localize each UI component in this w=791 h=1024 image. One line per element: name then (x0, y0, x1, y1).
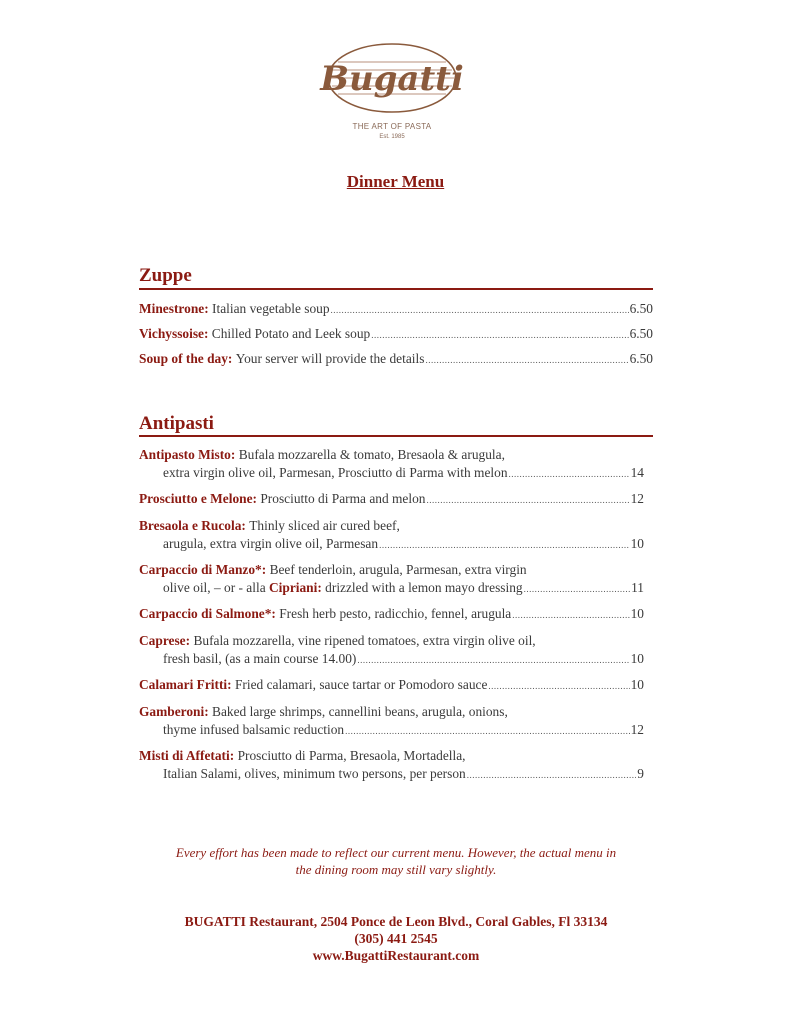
item-price: 10 (630, 650, 644, 666)
item-desc: Italian vegetable soup (212, 301, 330, 316)
disclaimer-line: Every effort has been made to reflect our current menu. However, the actual menu in (175, 845, 617, 860)
item-price: 11 (631, 579, 644, 595)
item-desc: Beef tenderloin, arugula, Parmesan, extra virgin (269, 562, 527, 577)
leader-dots (371, 327, 628, 345)
item-desc: Prosciutto di Parma, Bresaola, Mortadella, (237, 748, 466, 763)
menu-item-minestrone (139, 300, 653, 320)
item-price: 14 (630, 464, 644, 480)
restaurant-address: BUGATTI Restaurant, 2504 Ponce de Leon Blvd., Coral Gables, Fl 33134 (184, 914, 608, 929)
item-variant-name: Cipriani: (268, 579, 322, 595)
item-desc: Bufala mozzarella, vine ripened tomatoes, extra virgin olive oil, (193, 633, 536, 648)
item-name: Calamari Fritti: (139, 677, 232, 692)
restaurant-website-link[interactable]: www.BugattiRestaurant.com (312, 948, 480, 963)
item-desc: arugula, extra virgin olive oil, Parmesan (163, 535, 379, 551)
section-title-zuppe: Zuppe (139, 265, 192, 286)
menu-item-bresaola-e-rucola (139, 517, 644, 554)
leader-dots (512, 607, 629, 625)
menu-item-misti-di-affetati (139, 747, 644, 784)
section-title-antipasti: Antipasti (139, 413, 214, 434)
item-desc: Baked large shrimps, cannellini beans, arugula, onions, (212, 704, 508, 719)
item-price: 10 (630, 535, 644, 551)
section-divider (139, 435, 653, 437)
item-desc: Italian Salami, olives, minimum two persons, per person (163, 765, 466, 781)
item-price: 10 (630, 677, 644, 692)
menu-item-prosciutto-e-melone (139, 490, 644, 510)
leader-dots (427, 492, 630, 510)
item-name: Bresaola e Rucola: (139, 518, 246, 533)
item-price: 6.50 (629, 351, 653, 366)
menu-item-carpaccio-di-manzo (139, 561, 644, 598)
item-name: Vichyssoise: (139, 326, 209, 341)
leader-dots (331, 302, 629, 320)
item-desc: fresh basil, (as a main course 14.00) (163, 650, 357, 666)
logo-tagline: THE ART OF PASTA (352, 122, 432, 131)
item-desc: drizzled with a lemon mayo dressing (321, 579, 523, 595)
item-desc: extra virgin olive oil, Parmesan, Prosciutto di Parma with melon (163, 464, 508, 480)
item-name: Misti di Affetati: (139, 748, 235, 763)
menu-item-antipasto-misto (139, 446, 644, 483)
item-price: 12 (630, 491, 644, 506)
item-desc: Fried calamari, sauce tartar or Pomodoro sauce (234, 677, 488, 692)
logo-established: Est. 1985 (379, 134, 405, 140)
menu-item-calamari-fritti (139, 676, 644, 696)
item-name: Minestrone: (139, 301, 209, 316)
page-title: Dinner Menu (346, 172, 445, 191)
item-name: Gamberoni: (139, 704, 209, 719)
leader-dots (488, 678, 629, 696)
item-desc: thyme infused balsamic reduction (163, 721, 345, 737)
item-name: Carpaccio di Salmone*: (139, 606, 276, 621)
item-price: 6.50 (629, 326, 653, 341)
menu-item-vichyssoise (139, 325, 653, 345)
item-name: Caprese: (139, 633, 191, 648)
item-name: Carpaccio di Manzo*: (139, 562, 267, 577)
menu-item-soup-of-the-day (139, 350, 653, 370)
logo-wordmark: Bugatti (320, 59, 464, 99)
item-desc: Prosciutto di Parma and melon (260, 491, 426, 506)
leader-dots (425, 352, 628, 370)
menu-item-gamberoni (139, 703, 644, 740)
leader-dots (467, 767, 637, 785)
restaurant-contact (139, 913, 653, 964)
leader-dots (357, 652, 629, 670)
section-divider (139, 288, 653, 290)
leader-dots (379, 537, 630, 555)
item-desc: Chilled Potato and Leek soup (211, 326, 371, 341)
item-price: 10 (630, 606, 644, 621)
menu-disclaimer (139, 844, 653, 878)
disclaimer-line: the dining room may still vary slightly. (295, 862, 497, 877)
menu-item-caprese (139, 632, 644, 669)
menu-item-carpaccio-di-salmone (139, 605, 644, 625)
leader-dots (524, 581, 630, 599)
item-price: 12 (630, 721, 644, 737)
item-price: 6.50 (629, 301, 653, 316)
leader-dots (509, 466, 630, 484)
restaurant-phone: (305) 441 2545 (354, 931, 438, 946)
item-desc: Fresh herb pesto, radicchio, fennel, arugula (279, 606, 512, 621)
item-desc: Your server will provide the details (235, 351, 425, 366)
item-name: Prosciutto e Melone: (139, 491, 257, 506)
item-price: 9 (637, 765, 644, 781)
item-name: Antipasto Misto: (139, 447, 236, 462)
item-name: Soup of the day: (139, 351, 233, 366)
item-desc: Thinly sliced air cured beef, (249, 518, 400, 533)
item-desc: olive oil, – or - alla (163, 579, 269, 595)
leader-dots (345, 723, 630, 741)
item-desc: Bufala mozzarella & tomato, Bresaola & arugula, (238, 447, 505, 462)
